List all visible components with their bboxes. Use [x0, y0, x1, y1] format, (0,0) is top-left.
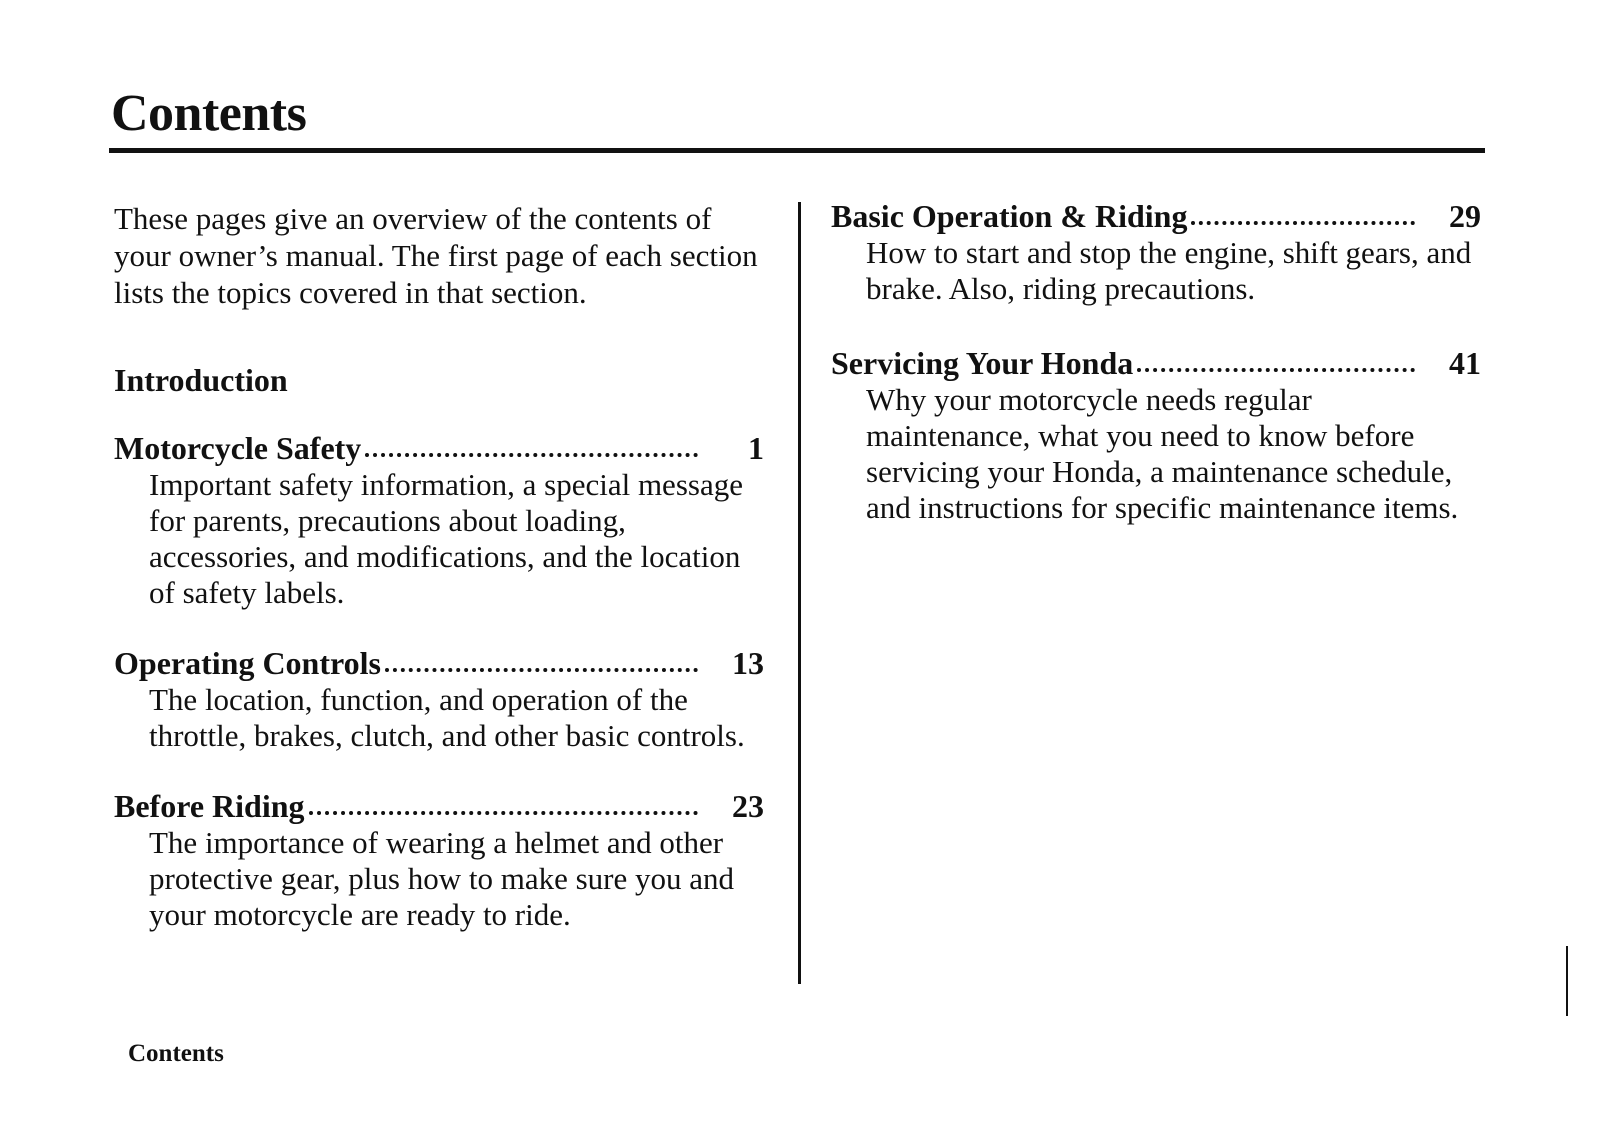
left-column: [114, 200, 764, 933]
dot-leader: [365, 453, 698, 457]
toc-entry-header[interactable]: [114, 644, 764, 682]
toc-entry-header[interactable]: [831, 197, 1481, 235]
right-column: [831, 197, 1481, 526]
toc-entry-title[interactable]: Before Riding: [114, 788, 305, 824]
page-footer: Contents: [128, 1040, 224, 1067]
toc-entry-title[interactable]: Servicing Your Honda: [831, 345, 1134, 381]
toc-page-number: 29: [1449, 198, 1481, 234]
intro-text: These pages give an overview of the contents of your owner’s manual. The first page of each section lists the topics covered in that section.: [114, 201, 758, 310]
dot-leader: [1137, 368, 1415, 372]
toc-page-number: 1: [748, 430, 764, 466]
toc-entry-description: Why your motorcycle needs regular maintenance, what you need to know before servicing your Honda, a maintenance schedule, and instructions for specific maintenance items.: [866, 382, 1459, 525]
dot-leader: [1191, 221, 1415, 225]
toc-entry-description: The importance of wearing a helmet and other protective gear, plus how to make sure you and your motorcycle are ready to ride.: [149, 825, 735, 932]
toc-entry-motorcycle-safety[interactable]: [114, 429, 764, 611]
dot-leader: [309, 811, 698, 815]
toc-entry-title[interactable]: Operating Controls: [114, 645, 381, 681]
toc-entry-description: The location, function, and operation of the throttle, brakes, clutch, and other basic controls.: [149, 682, 745, 753]
toc-entry-description: Important safety information, a special message for parents, precautions about loading, accessories, and modifications, and the location of safety labels.: [149, 467, 743, 610]
toc-page-number: 23: [732, 788, 764, 824]
introduction-heading: Introduction: [114, 362, 288, 398]
toc-entry-before-riding[interactable]: [114, 787, 764, 933]
column-divider: [798, 202, 801, 984]
page-edge-mark: [1566, 946, 1568, 1016]
toc-entry-basic-operation[interactable]: [831, 197, 1481, 307]
toc-entry-operating-controls[interactable]: [114, 644, 764, 754]
toc-page-number: 13: [732, 645, 764, 681]
dot-leader: [385, 668, 698, 672]
title-rule: [109, 148, 1485, 153]
toc-entry-header[interactable]: [831, 344, 1481, 382]
toc-entry-title[interactable]: Basic Operation & Riding: [831, 198, 1188, 234]
toc-entry-header[interactable]: [114, 787, 764, 825]
toc-entry-title[interactable]: Motorcycle Safety: [114, 430, 362, 466]
toc-entry-header[interactable]: [114, 429, 764, 467]
toc-page-number: 41: [1449, 345, 1481, 381]
page-title: Contents: [111, 85, 307, 142]
toc-entry-servicing[interactable]: [831, 344, 1481, 526]
toc-entry-description: How to start and stop the engine, shift gears, and brake. Also, riding precautions.: [866, 235, 1472, 306]
